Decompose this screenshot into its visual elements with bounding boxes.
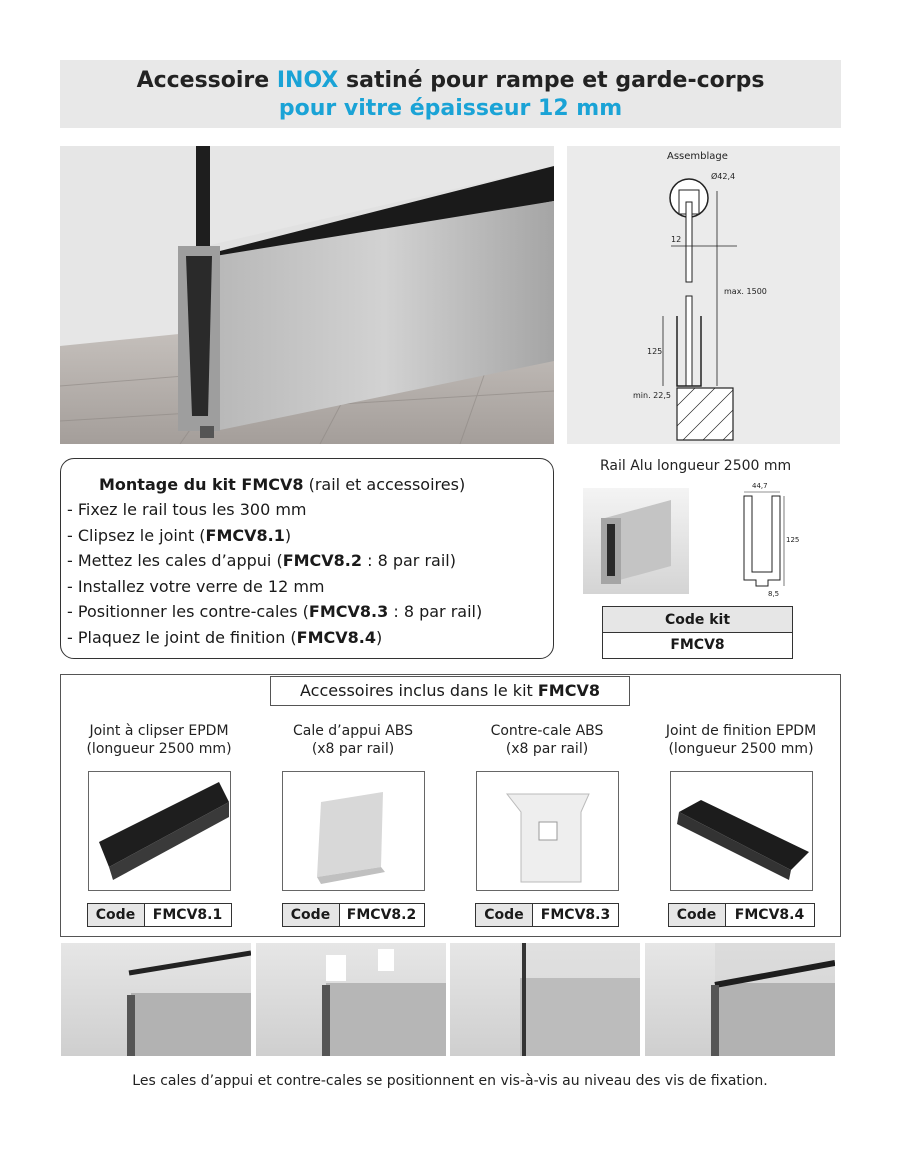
- montage-step: - Plaquez le joint de finition (FMCV8.4): [67, 627, 383, 647]
- title-accent: INOX: [276, 68, 339, 93]
- rail-profile-drawing: [714, 480, 814, 600]
- rail-photo: [583, 488, 689, 594]
- montage-instructions: [60, 458, 554, 659]
- install-step-photo: [450, 943, 640, 1056]
- accessory-item: Joint à clipser EPDM (longueur 2500 mm) Code FMCV8.1: [64, 722, 254, 927]
- accessory-item: Cale d’appui ABS (x8 par rail) Code FMCV8.2: [258, 722, 448, 927]
- accessory-code: Code FMCV8.1: [87, 903, 232, 927]
- montage-step: - Fixez le rail tous les 300 mm: [67, 500, 307, 519]
- accessory-item: Contre-cale ABS (x8 par rail) Code FMCV8.3: [452, 722, 642, 927]
- hero-product-photo: [60, 146, 554, 444]
- montage-step: - Positionner les contre-cales (FMCV8.3 : 8 par rail): [67, 602, 483, 621]
- accessory-photo: [670, 771, 813, 891]
- tube-diameter-dim: Ø42,4: [711, 172, 736, 181]
- montage-title: Montage du kit FMCV8 (rail et accessoires): [99, 475, 466, 494]
- accessory-code: Code FMCV8.3: [475, 903, 619, 927]
- rail-base-dim: 8,5: [768, 590, 780, 598]
- code-kit-value: FMCV8: [670, 637, 725, 653]
- accessory-photo: [282, 771, 425, 891]
- code-kit-header: Code kit: [603, 607, 792, 633]
- install-step-photo: [645, 943, 835, 1056]
- footer-note: Les cales d’appui et contre-cales se positionnent en vis-à-vis au niveau des vis de fixation.: [132, 1073, 768, 1089]
- accessory-code: Code FMCV8.4: [668, 903, 815, 927]
- accessory-code: Code FMCV8.2: [282, 903, 425, 927]
- rail-label: Rail Alu longueur 2500 mm: [600, 458, 792, 474]
- max-height-dim: max. 1500: [724, 287, 767, 296]
- glass-thickness-dim: 12: [671, 235, 682, 244]
- rail-height-dim: 125: [647, 347, 663, 356]
- accessory-photo: [88, 771, 231, 891]
- install-step-photo: [256, 943, 446, 1056]
- assembly-title: Assemblage: [667, 151, 728, 162]
- install-step-photo: [61, 943, 251, 1056]
- assembly-drawing: [567, 146, 840, 444]
- rail-width-dim: 44,7: [752, 482, 768, 490]
- montage-step: - Mettez les cales d’appui (FMCV8.2 : 8 par rail): [67, 551, 456, 570]
- accessories-title: Accessoires inclus dans le kit FMCV8: [270, 676, 630, 706]
- montage-step: - Clipsez le joint (FMCV8.1): [67, 525, 292, 545]
- page-title: Accessoire INOX satiné pour rampe et garde-corps: [136, 68, 765, 93]
- accessory-item: Joint de finition EPDM (longueur 2500 mm) Code FMCV8.4: [646, 722, 836, 927]
- rail-height-dim-2: 125: [786, 536, 800, 544]
- page-header: [60, 60, 841, 128]
- accessory-photo: [476, 771, 619, 891]
- montage-step: - Installez votre verre de 12 mm: [67, 576, 325, 596]
- min-depth-dim: min. 22,5: [633, 391, 671, 400]
- page-subtitle: pour vitre épaisseur 12 mm: [278, 96, 623, 121]
- code-kit-table: [602, 606, 793, 659]
